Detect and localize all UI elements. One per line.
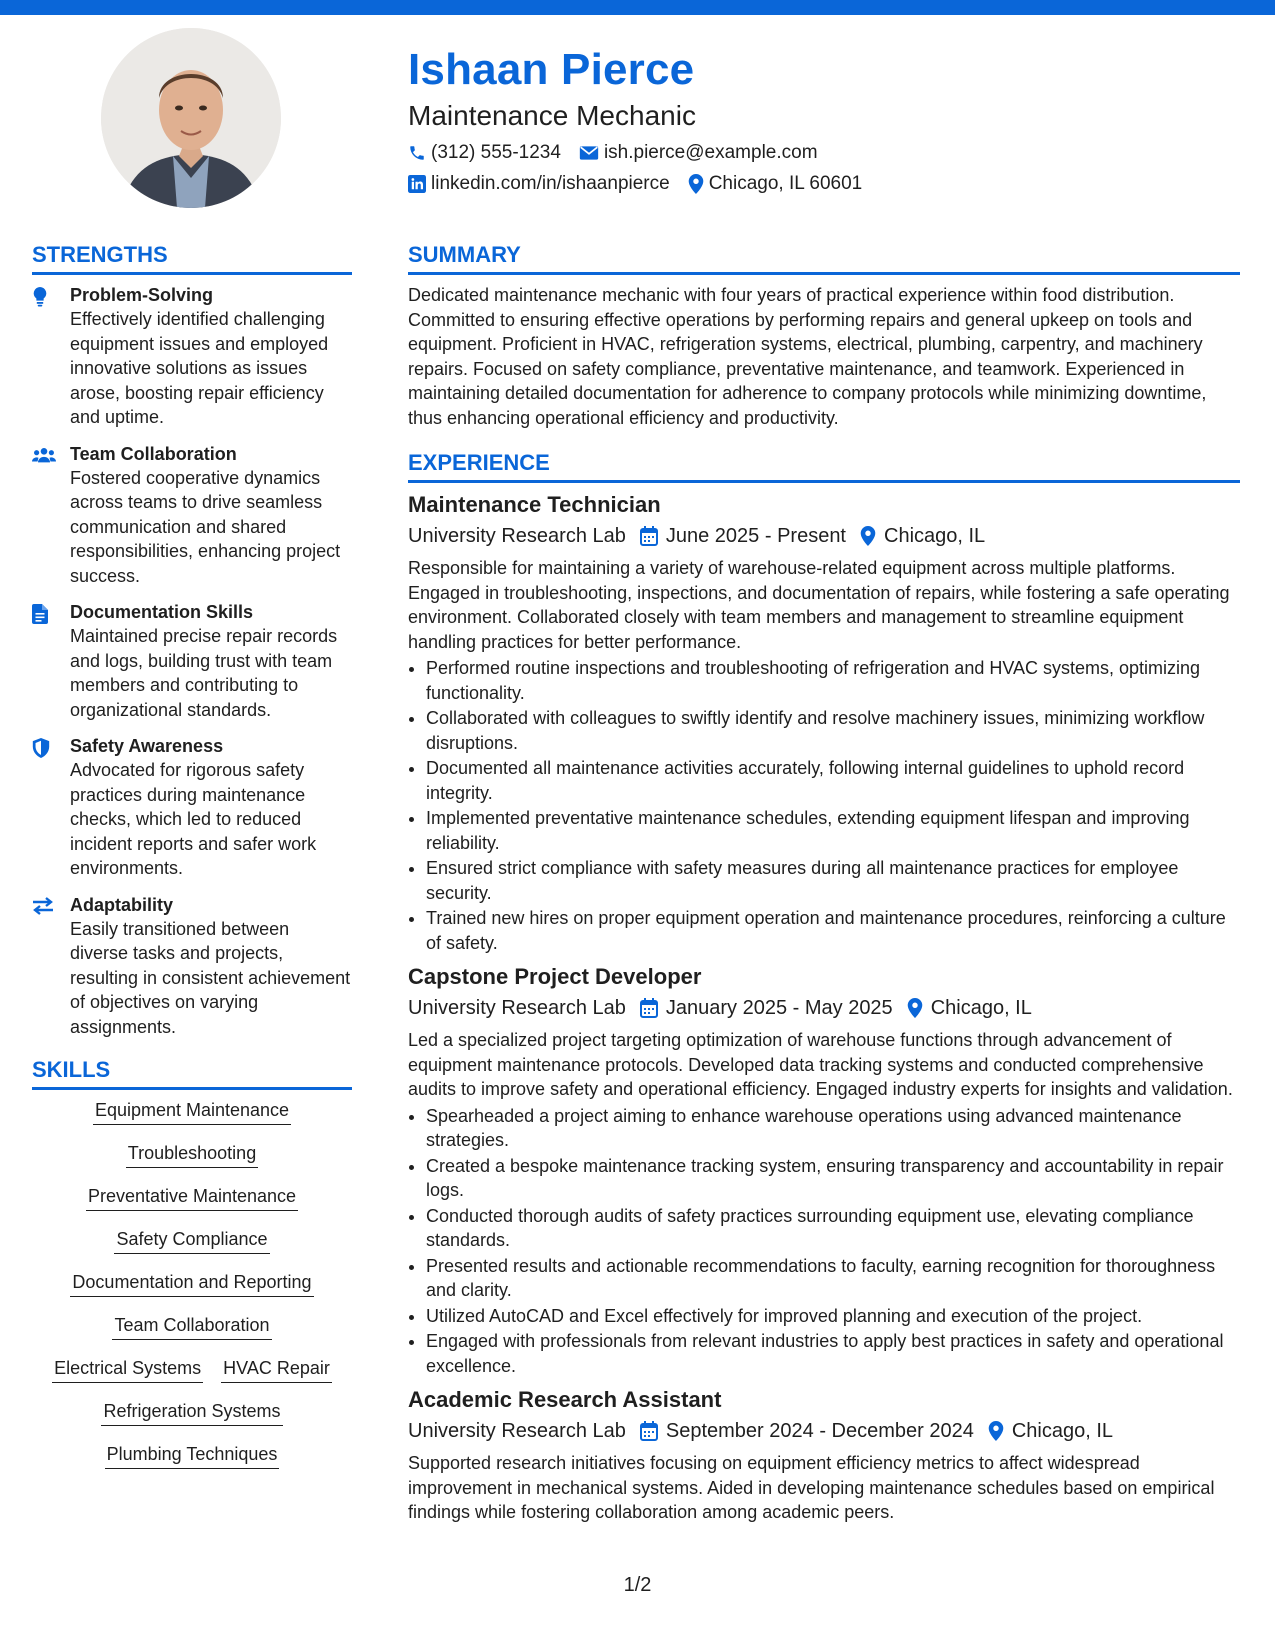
strength-title: Problem-Solving (70, 285, 214, 305)
experience-heading: EXPERIENCE (408, 448, 1240, 483)
map-pin-icon (988, 1421, 1004, 1441)
candidate-name: Ishaan Pierce (408, 45, 695, 94)
skill-tag: Equipment Maintenance (93, 1098, 291, 1125)
skill-tag: Troubleshooting (126, 1141, 258, 1168)
top-accent-bar (0, 0, 1275, 15)
job-org: University Research Lab (408, 997, 626, 1019)
bullet-item: • Created a bespoke maintenance tracking system, ensuring transparency and accountability in repair logs. (426, 1154, 1240, 1203)
right-column (408, 240, 1240, 1533)
candidate-title: Maintenance Mechanic (408, 100, 696, 131)
shield-icon (32, 738, 50, 758)
job-org: University Research Lab (408, 1420, 626, 1442)
profile-photo (101, 28, 281, 208)
job-org: University Research Lab (408, 525, 626, 547)
job-description: Responsible for maintaining a variety of warehouse-related equipment across multiple platforms. Engaged in troubleshooting, inspections, and documentation of repairs, while fostering a safe operating environment. Collaborated closely with team members and management to streamline equipment handling practices for better performance. (408, 558, 1230, 652)
swap-arrows-icon (32, 897, 54, 915)
phone-text: (312) 555-1234 (431, 142, 561, 163)
skill-tag: Electrical Systems (52, 1356, 203, 1383)
page-number: 1/2 (623, 1574, 652, 1596)
job-location: Chicago, IL (930, 997, 1032, 1019)
envelope-icon (579, 145, 599, 161)
strength-item (32, 893, 352, 1040)
job-meta (408, 1417, 1240, 1445)
contact-row-2 (408, 171, 1228, 197)
skills-heading: SKILLS (32, 1055, 352, 1090)
job-dates: June 2025 - Present (665, 525, 846, 547)
job-dates: January 2025 - May 2025 (665, 997, 893, 1019)
job-dates-item (640, 1417, 974, 1445)
job-title: Maintenance Technician (408, 492, 661, 517)
summary-heading: SUMMARY (408, 240, 1240, 275)
users-icon (32, 446, 56, 464)
bullet-item: • Documented all maintenance activities accurately, following internal guidelines to uphold record integrity. (426, 756, 1240, 805)
job-location: Chicago, IL (884, 525, 986, 547)
job-location: Chicago, IL (1011, 1420, 1114, 1442)
bullet-item: • Trained new hires on proper equipment operation and maintenance procedures, reinforcing a culture of safety. (426, 906, 1240, 955)
job-description: Led a specialized project targeting optimization of warehouse functions through advancement of equipment maintenance protocols. Developed data tracking systems and conducted comprehensive audits to improve safety and operational efficiency. Engaged industry experts for insights and validation. (408, 1030, 1233, 1099)
strength-item (32, 442, 352, 589)
job-entry (408, 1386, 1240, 1525)
resume-header (408, 44, 1228, 197)
job-description: Supported research initiatives focusing on equipment efficiency metrics to affect widespread improvement in mechanical systems. Aided in developing maintenance schedules based on empirical findings while fostering collaboration among academic peers. (408, 1453, 1215, 1522)
strengths-heading: STRENGTHS (32, 240, 352, 275)
job-meta (408, 994, 1240, 1022)
job-location-item (860, 522, 985, 550)
location-item (688, 171, 863, 197)
bullet-item: • Conducted thorough audits of safety practices surrounding equipment use, elevating compliance standards. (426, 1204, 1240, 1253)
left-column (32, 240, 352, 1485)
strength-item (32, 283, 352, 430)
strength-desc: Advocated for rigorous safety practices during maintenance checks, which led to reduced incident reports and safer work environments. (70, 760, 317, 878)
bullet-item: • Engaged with professionals from relevant industries to apply best practices in safety and operational excellence. (426, 1329, 1240, 1378)
skill-tag: Refrigeration Systems (101, 1399, 282, 1426)
skill-tag: Safety Compliance (114, 1227, 269, 1254)
job-location-item (907, 994, 1032, 1022)
skills-list (32, 1098, 352, 1469)
job-dates-item (640, 522, 846, 550)
strength-item (32, 734, 352, 881)
document-icon (32, 604, 48, 624)
strength-title: Team Collaboration (70, 443, 237, 464)
strength-item (32, 600, 352, 722)
linkedin-icon (408, 175, 426, 193)
job-title: Academic Research Assistant (408, 1387, 722, 1412)
job-title: Capstone Project Developer (408, 964, 702, 989)
strength-desc: Effectively identified challenging equipment issues and employed innovative solutions as issues arose, boosting repair efficiency and uptime. (70, 309, 329, 427)
job-entry (408, 491, 1240, 955)
skill-tag: Documentation and Reporting (70, 1270, 313, 1297)
job-bullets (408, 656, 1240, 955)
bullet-item: • Spearheaded a project aiming to enhance warehouse operations using advanced maintenance strategies. (426, 1104, 1240, 1153)
skill-tag: Plumbing Techniques (105, 1442, 280, 1469)
lightbulb-icon (32, 287, 48, 307)
calendar-icon (640, 526, 658, 546)
map-pin-icon (907, 998, 923, 1018)
job-entry (408, 963, 1240, 1378)
bullet-item: • Utilized AutoCAD and Excel effectively for improved planning and execution of the project. (426, 1304, 1240, 1329)
job-bullets (408, 1104, 1240, 1379)
strength-desc: Fostered cooperative dynamics across teams to drive seamless communication and shared responsibilities, enhancing project success. (70, 467, 341, 586)
strength-desc: Maintained precise repair records and logs, building trust with team members and contributing to organizational standards. (70, 626, 338, 720)
contact-row-1 (408, 140, 1228, 166)
job-meta (408, 522, 1240, 550)
bullet-item: • Presented results and actionable recommendations to faculty, earning recognition for thoroughness and clarity. (426, 1254, 1240, 1303)
strength-title: Adaptability (70, 894, 174, 915)
email-text: ish.pierce@example.com (603, 142, 818, 163)
phone-item[interactable] (408, 140, 561, 166)
calendar-icon (640, 1421, 658, 1441)
strength-title: Documentation Skills (70, 602, 254, 622)
bullet-item: • Implemented preventative maintenance schedules, extending equipment lifespan and improving reliability. (426, 806, 1240, 855)
skill-tag: Preventative Maintenance (86, 1184, 298, 1211)
location-text: Chicago, IL 60601 (708, 173, 863, 194)
summary-text: Dedicated maintenance mechanic with four years of practical experience within food distribution. Committed to ensuring effective operations by performing repairs and general upkeep on tools and equipment. Proficient in HVAC, refrigeration systems, electrical, plumbing, carpentry, and machinery repairs. Focused on safety compliance, preventative maintenance, and teamwork. Experienced in maintaining detailed documentation for adherence to company protocols while minimizing downtime, thus enhancing operational efficiency and productivity. (408, 285, 1207, 428)
calendar-icon (640, 998, 658, 1018)
job-dates: September 2024 - December 2024 (665, 1420, 974, 1442)
linkedin-text: linkedin.com/in/ishaanpierce (431, 173, 670, 194)
job-dates-item (640, 994, 893, 1022)
map-pin-icon (860, 526, 876, 546)
strength-title: Safety Awareness (70, 736, 224, 756)
phone-icon (408, 144, 426, 162)
bullet-item: • Performed routine inspections and troubleshooting of refrigeration and HVAC systems, optimizing functionality. (426, 656, 1240, 705)
email-item[interactable] (579, 140, 818, 166)
strength-desc: Easily transitioned between diverse tasks and projects, resulting in consistent achievement of objectives on varying assignments. (70, 918, 351, 1037)
map-pin-icon (688, 174, 704, 194)
bullet-item: • Ensured strict compliance with safety measures during all maintenance practices for employee security. (426, 856, 1240, 905)
linkedin-item[interactable] (408, 171, 670, 197)
skill-tag: Team Collaboration (112, 1313, 271, 1340)
skill-tag: HVAC Repair (221, 1356, 332, 1383)
bullet-item: • Collaborated with colleagues to swiftly identify and resolve machinery issues, minimizing workflow disruptions. (426, 706, 1240, 755)
job-location-item (988, 1417, 1113, 1445)
